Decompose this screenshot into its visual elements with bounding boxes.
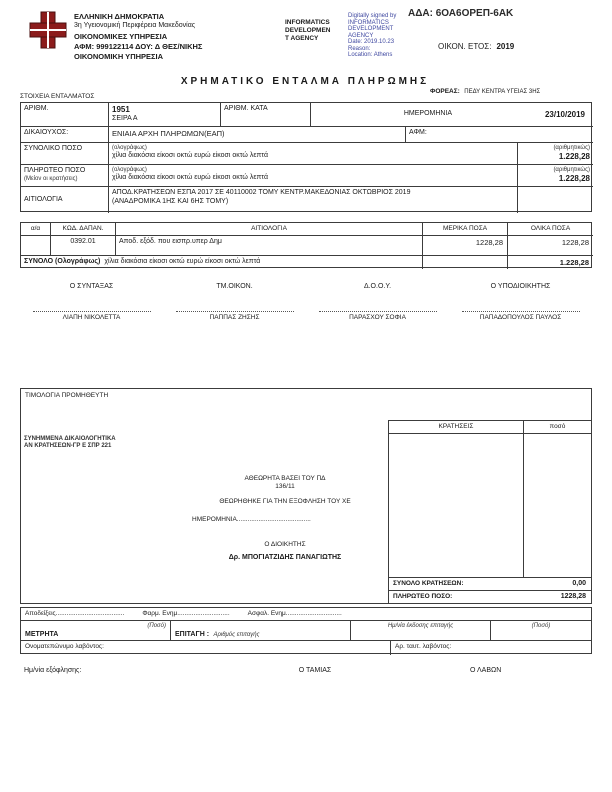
attachments-line-1: ΣΥΝΗΜΜΕΝΑ ΔΙΚΑΙΟΛΟΓΗΤΙΚΑ xyxy=(24,436,116,442)
attachments-line-2: ΑΝ ΚΡΑΤΗΣΕΩΝ-ΓΡ Ε ΣΠΡ 221 xyxy=(24,442,112,449)
warrant-kata-label: ΑΡΙΘΜ. ΚΑΤΑ xyxy=(221,103,311,127)
deductions-amount-header: ποσό xyxy=(524,421,591,434)
signature-block xyxy=(20,283,592,328)
expense-row-partial: 1228,28 xyxy=(423,236,508,256)
deductions-header: ΚΡΑΤΗΣΕΙΣ xyxy=(389,421,524,434)
warrant-details-section-label: ΣΤΟΙΧΕΙΑ ΕΝΤΑΛΜΑΤΟΣ xyxy=(20,93,95,100)
organization-block xyxy=(74,12,274,61)
warrant-details-table xyxy=(20,102,592,212)
signature-col-syntaxas xyxy=(20,283,163,328)
org-afm-line: ΑΦΜ: 999122114 ΔΟΥ: Δ ΘΕΣ/ΝΙΚΗΣ xyxy=(74,41,203,51)
expense-row-reason: Αποδ. εξόδ. που εισπρ.υπερ Δημ xyxy=(116,236,423,256)
agency-line: DEVELOPMEN xyxy=(285,27,331,34)
agency-line: T AGENCY xyxy=(285,35,319,42)
fiscal-year-value: 2019 xyxy=(496,42,515,51)
expense-sum-words: χίλια διακόσια είκοσι οκτώ ευρώ είκοσι οκτώ λεπτά xyxy=(104,258,261,266)
org-name-line: ΕΛΛΗΝΙΚΗ ΔΗΜΟΚΡΑΤΙΑ xyxy=(74,12,165,21)
payable-amount-words-cell xyxy=(109,165,518,187)
signature-col-tmoikon xyxy=(163,283,306,328)
payable-amount-label: ΠΛΗΡΩΤΕΟ ΠΟΣΟ xyxy=(24,167,86,174)
signature-name: ΠΑΡΑΣΧΟΥ ΣΟΦΙΑ xyxy=(349,313,406,321)
cash-label: ΜΕΤΡΗΤΑ xyxy=(25,631,59,638)
signature-detail-line: Reason: xyxy=(348,45,371,52)
payable-amount-words: χίλια διακόσια είκοσι οκτώ ευρώ είκοσι οκτώ λεπτά xyxy=(112,173,268,181)
approval-stamp xyxy=(150,475,420,563)
foreas-label: ΦΟΡΕΑΣ: xyxy=(430,88,460,95)
col-header-partial: ΜΕΡΙΚΑ ΠΟΣΑ xyxy=(423,223,508,236)
deductions-payable-label: ΠΛΗΡΩΤΕΟ ΠΟΣΟ: xyxy=(393,593,453,600)
fiscal-year-label: ΟΙΚΟΝ. ΕΤΟΣ: xyxy=(438,42,492,51)
signature-name: ΛΙΑΠΗ ΝΙΚΟΛΕΤΤΑ xyxy=(62,313,121,321)
signature-line xyxy=(319,311,437,312)
total-amount-words: χίλια διακόσια είκοσι οκτώ ευρώ είκοσι οκτώ λεπτά xyxy=(112,151,268,159)
signature-name: ΠΑΠΠΑΣ ΖΗΣΗΣ xyxy=(209,313,260,321)
expense-sum-words-cell xyxy=(21,256,423,269)
payable-amount-label-cell xyxy=(21,165,109,187)
beneficiary-value: ΕΝΙΑΙΑ ΑΡΧΗ ΠΛΗΡΩΜΩΝ(ΕΑΠ) xyxy=(109,127,406,143)
stamp-line-1: ΑΘΕΩΡΗΤΑ ΒΑΣΕΙ ΤΟΥ ΠΔ xyxy=(244,475,326,482)
signature-detail-line: Digitally signed by xyxy=(348,13,397,19)
signature-detail-line: DEVELOPMENT AGENCY xyxy=(348,26,394,39)
org-dept-line: ΟΙΚΟΝΟΜΙΚΕΣ ΥΠΗΡΕΣΙΑ xyxy=(74,31,168,41)
foreas xyxy=(430,80,595,98)
col-header-aa: α/α xyxy=(21,223,51,236)
signature-name: ΠΑΠΑΔΟΠΟΥΛΟΣ ΠΑΥΛΟΣ xyxy=(479,313,562,321)
expense-table xyxy=(20,222,592,268)
fiscal-year xyxy=(438,42,514,52)
cashier-label: Ο ΤΑΜΙΑΣ xyxy=(298,667,332,674)
expense-row-total: 1228,28 xyxy=(508,236,593,256)
date-label: ΗΜΕΡΟΜΗΝΙΑ xyxy=(403,110,453,118)
expense-sum-partial-empty xyxy=(423,256,508,269)
insurance-label: Ασφαλ. Ενημ............................... xyxy=(247,610,342,617)
deductions-payable-row xyxy=(389,590,591,603)
total-amount-label: ΣΥΝΟΛΙΚΟ ΠΟΣΟ xyxy=(21,143,109,165)
org-dept-line-2: ΟΙΚΟΝΟΜΙΚΗ ΥΠΗΡΕΣΙΑ xyxy=(74,51,164,61)
digital-signature-details xyxy=(348,13,406,59)
diavgeia-stamp-agency xyxy=(285,19,347,43)
deductions-total-label: ΣΥΝΟΛΟ ΚΡΑΤΗΣΕΩΝ: xyxy=(393,580,464,587)
payment-footer-table xyxy=(20,607,592,654)
signature-role: ΤΜ.ΟΙΚΟΝ. xyxy=(216,283,253,290)
expense-row-code: 0392.01 xyxy=(51,236,116,256)
expense-row-aa xyxy=(21,236,51,256)
numeric-label: (αριθμητικώς) xyxy=(553,167,590,173)
payoff-date-label: Ημ/νία εξόφλησης: xyxy=(24,667,82,674)
cheque-cell xyxy=(171,621,351,641)
signature-role: Ο ΥΠΟΔΙΟΙΚΗΤΗΣ xyxy=(490,283,551,290)
stamp-commander-name: Δρ. ΜΠΟΓΙΑΤΖΙΔΗΣ ΠΑΝΑΓΙΩΤΗΣ xyxy=(228,554,342,561)
signature-col-ypodioikitis xyxy=(449,283,592,328)
signature-role: Ο ΣΥΝΤΑΞΑΣ xyxy=(69,283,114,290)
attachments-note xyxy=(24,436,154,449)
warrant-date-cell xyxy=(311,103,593,127)
stamp-date-line: ΗΜΕΡΟΜΗΝΙΑ......................................... xyxy=(192,516,311,523)
health-region-logo xyxy=(28,10,68,50)
payable-amount-sub: (Μείον οι κρατήσεις) xyxy=(24,175,78,182)
numeric-label: (αριθμητικώς) xyxy=(553,145,590,151)
col-header-code: ΚΩΔ. ΔΑΠΑΝ. xyxy=(51,223,116,236)
pharm-label: Φαρμ. Ενημ............................. xyxy=(142,610,230,617)
reason-line-1: ΑΠΟΔ.ΚΡΑΤΗΣΕΩΝ ΕΣΠΑ 2017 ΣΕ 40110002 ΤΟΜΥ ΚΕΝΤΡ.ΜΑΚΕΔΟΝΙΑΣ ΟΚΤΩΒΡΙΟΣ 2019 xyxy=(112,189,411,196)
stamp-line-2: 136/11 xyxy=(275,483,295,490)
foreas-value: ΠΕΔΥ ΚΕΝΤΡΑ ΥΓΕΙΑΣ 3ΗΣ xyxy=(464,89,541,95)
ada-number: ΑΔΑ: 6ΟΑ6ΟΡΕΠ-6ΑΚ xyxy=(408,8,514,19)
reason-label: ΑΙΤΙΟΛΟΓΙΑ xyxy=(21,187,109,213)
cheque-amount-cell: (Ποσό) xyxy=(491,621,591,641)
words-label: (ολογράφως) xyxy=(112,167,147,173)
expense-sum-label: ΣΥΝΟΛΟ (Ολογράφως) xyxy=(24,258,101,266)
beneficiary-label: ΔΙΚΑΙΟΥΧΟΣ: xyxy=(21,127,109,143)
warrant-number-label: ΑΡΙΘΜ. xyxy=(21,103,109,127)
payable-amount-numeric: 1.228,28 xyxy=(558,173,590,183)
cheque-label: ΕΠΙΤΑΓΗ : xyxy=(175,631,210,638)
payable-amount-numeric-cell xyxy=(518,165,593,187)
warrant-number-cell xyxy=(109,103,221,127)
signature-line xyxy=(176,311,294,312)
total-amount-numeric: 1.228,28 xyxy=(558,151,590,161)
date-value: 23/10/2019 xyxy=(544,109,585,119)
agency-line: INFORMATICS xyxy=(285,19,330,26)
cross-icon xyxy=(28,10,68,50)
warrant-number-value: 1951 xyxy=(112,105,130,114)
expense-sum-value: 1.228,28 xyxy=(559,258,589,267)
deductions-total-row xyxy=(389,577,591,590)
recipient-name-cell: Ονοματεπώνυμο λαβόντος: xyxy=(21,641,391,655)
stamp-commander-label: Ο ΔΙΟΙΚΗΤΗΣ xyxy=(264,541,306,548)
signature-detail-line: Location: Athens xyxy=(348,52,393,58)
receipts-label: Αποδείξεις...................................... xyxy=(25,610,125,617)
cash-cell xyxy=(21,621,171,641)
signature-line xyxy=(33,311,151,312)
recipient-id-cell: Αρ. ταυτ. λαβόντος: xyxy=(395,643,452,650)
warrant-series: ΣΕΙΡΑ Α xyxy=(112,114,138,122)
reason-cell xyxy=(109,187,518,213)
col-header-reason: ΑΙΤΙΟΛΟΓΙΑ xyxy=(116,223,423,236)
cheque-date-cell: Ημ/νία έκδοσης επιταγής xyxy=(351,621,491,641)
receipts-row xyxy=(21,608,591,621)
cash-amount-sub: (Ποσό) xyxy=(147,623,166,629)
stamp-line-3: ΘΕΩΡΗΘΗΚΕ ΓΙΑ ΤΗΝ ΕΞΟΦΛΗΣΗ ΤΟΥ ΧΕ xyxy=(219,498,351,505)
document-title: ΧΡΗΜΑΤΙΚΟ ΕΝΤΑΛΜΑ ΠΛΗΡΩΜΗΣ xyxy=(180,76,430,87)
receiver-label: Ο ΛΑΒΩΝ xyxy=(470,667,502,674)
supplier-invoices-label: ΤΙΜΟΛΟΓΙΑ ΠΡΟΜΗΘΕΥΤΗ xyxy=(25,392,109,399)
deductions-total-value: 0,00 xyxy=(572,579,586,587)
words-label: (ολογράφως) xyxy=(112,145,147,151)
total-amount-numeric-cell xyxy=(518,143,593,165)
deductions-payable-value: 1228,28 xyxy=(560,592,586,600)
beneficiary-afm-label: ΑΦΜ: xyxy=(406,127,593,143)
signature-col-dooy xyxy=(306,283,449,328)
cheque-number-sub: Αριθμός επιταγής xyxy=(213,632,260,638)
signature-detail-line: INFORMATICS xyxy=(348,19,389,26)
reason-line-2: (ΑΝΑΔΡΟΜΙΚΑ 1ΗΣ ΚΑΙ 6ΗΣ ΤΟΜΥ) xyxy=(112,197,229,205)
signature-detail-line: Date: 2019.10.23 xyxy=(348,39,395,45)
col-header-total: ΟΛΙΚΑ ΠΟΣΑ xyxy=(508,223,593,236)
signature-line xyxy=(462,311,580,312)
org-region-line: 3η Υγειονομική Περιφέρεια Μακεδονίας xyxy=(74,22,196,29)
signature-role: Δ.Ο.Ο.Υ. xyxy=(363,283,392,290)
total-amount-words-cell xyxy=(109,143,518,165)
